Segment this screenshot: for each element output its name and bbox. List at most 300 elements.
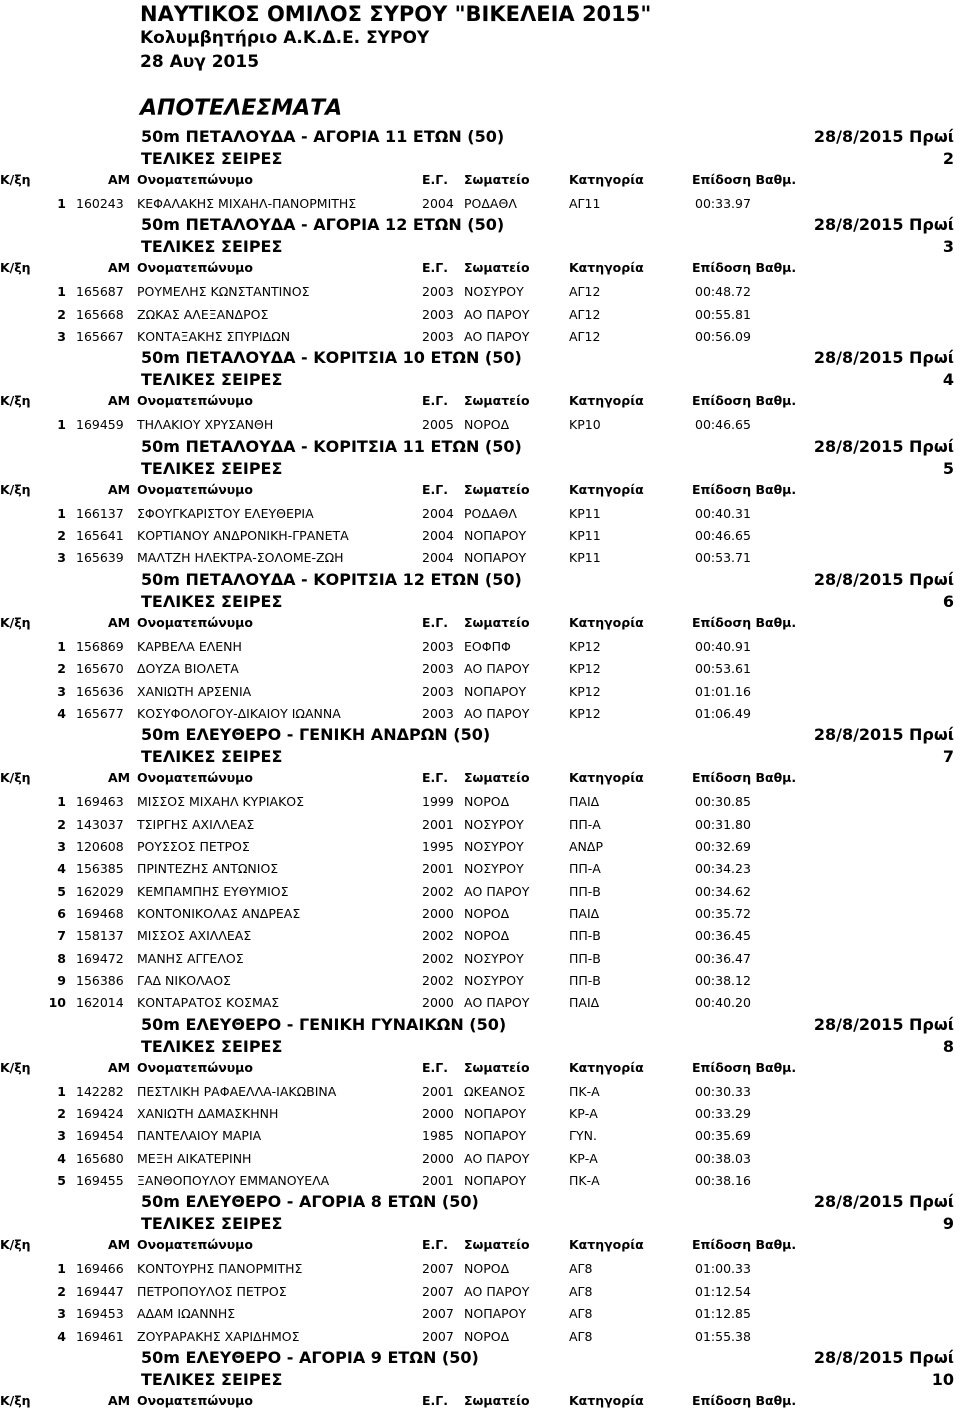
column-header-category: Κατηγορία xyxy=(569,481,644,497)
cell-year: 2003 xyxy=(422,284,454,300)
cell-rank: 1 xyxy=(57,417,66,433)
cell-am: 156386 xyxy=(76,973,124,988)
result-row xyxy=(0,1329,960,1345)
column-header-category: Κατηγορία xyxy=(569,1059,644,1075)
column-header-row xyxy=(0,770,960,786)
cell-rank: 4 xyxy=(57,1328,66,1344)
cell-rank: 2 xyxy=(57,816,66,832)
result-row xyxy=(0,1151,960,1167)
cell-am: 120608 xyxy=(76,838,124,854)
cell-time: 00:35.69 xyxy=(695,1128,751,1144)
event-title: 50m ΕΛΕΥΘΕΡΟ - ΑΓΟΡΙΑ 8 ΕΤΩΝ (50) xyxy=(141,1192,479,1212)
cell-club: ΡΟΔΑΘΛ xyxy=(464,196,517,211)
column-header-category: Κατηγορία xyxy=(569,172,644,187)
column-header-time_points: Επίδοση Βαθμ. xyxy=(692,1059,797,1075)
column-header-year: Ε.Γ. xyxy=(422,770,449,786)
cell-time: 00:31.80 xyxy=(695,816,751,832)
cell-time: 01:55.38 xyxy=(695,1328,751,1344)
cell-year: 2003 xyxy=(422,306,454,322)
heat-label: ΤΕΛΙΚΕΣ ΣΕΙΡΕΣ xyxy=(141,1369,283,1389)
cell-am: 165668 xyxy=(76,306,124,322)
column-header-club: Σωματείο xyxy=(464,260,530,276)
cell-am: 165641 xyxy=(76,528,124,544)
result-row xyxy=(0,284,960,300)
cell-name: ΚΟΝΤΑΞΑΚΗΣ ΣΠΥΡΙΔΩΝ xyxy=(137,329,291,345)
cell-time: 00:55.81 xyxy=(695,306,751,322)
cell-time: 00:46.65 xyxy=(695,528,751,544)
cell-time: 00:40.20 xyxy=(695,995,751,1011)
cell-time: 00:53.71 xyxy=(695,550,751,566)
cell-cat: ΚΡ-Α xyxy=(569,1150,598,1166)
column-header-category: Κατηγορία xyxy=(569,393,644,409)
cell-time: 00:53.61 xyxy=(695,661,751,677)
cell-rank: 3 xyxy=(57,1128,66,1144)
cell-cat: ΑΓ12 xyxy=(569,284,601,300)
column-header-year: Ε.Γ. xyxy=(422,1059,449,1075)
meet-title: ΝΑΥΤΙΚΟΣ ΟΜΙΛΟΣ ΣΥΡΟΥ "ΒΙΚΕΛΕΙΑ 2015" xyxy=(140,2,652,26)
result-row xyxy=(0,1261,960,1277)
cell-cat: ΑΓ12 xyxy=(569,329,601,345)
result-row xyxy=(0,1106,960,1122)
cell-time: 00:56.09 xyxy=(695,329,751,345)
cell-cat: ΠΑΙΔ xyxy=(569,794,600,810)
column-header-name: Ονοματεπώνυμο xyxy=(137,172,253,187)
column-header-am: ΑΜ xyxy=(108,1237,131,1253)
event-title: 50m ΠΕΤΑΛΟΥΔΑ - ΚΟΡΙΤΣΙΑ 10 ΕΤΩΝ (50) xyxy=(141,348,522,368)
cell-club: ΑΟ ΠΑΡΟΥ xyxy=(464,883,530,899)
column-header-am: ΑΜ xyxy=(108,1392,131,1408)
column-header-rank: Κ/ξη xyxy=(0,1059,31,1075)
result-row xyxy=(0,307,960,323)
column-header-time_points: Επίδοση Βαθμ. xyxy=(692,260,797,276)
cell-rank: 3 xyxy=(57,1306,66,1322)
cell-rank: 5 xyxy=(57,1173,66,1189)
cell-cat: ΚΡ10 xyxy=(569,417,601,433)
result-row xyxy=(0,329,960,345)
cell-rank: 2 xyxy=(57,306,66,322)
cell-am: 169472 xyxy=(76,950,124,966)
cell-year: 2004 xyxy=(422,528,454,544)
cell-name: ΜΙΣΣΟΣ ΜΙΧΑΗΛ ΚΥΡΙΑΚΟΣ xyxy=(137,794,305,810)
cell-name: ΤΣΙΡΓΗΣ ΑΧΙΛΛΕΑΣ xyxy=(137,816,255,832)
heat-label: ΤΕΛΙΚΕΣ ΣΕΙΡΕΣ xyxy=(141,370,283,390)
cell-am: 169447 xyxy=(76,1283,124,1299)
cell-club: ΑΟ ΠΑΡΟΥ xyxy=(464,995,530,1011)
cell-am: 156869 xyxy=(76,638,124,654)
cell-rank: 1 xyxy=(57,196,66,211)
cell-year: 2007 xyxy=(422,1261,454,1277)
cell-year: 2001 xyxy=(422,1083,454,1099)
cell-year: 1999 xyxy=(422,794,454,810)
cell-rank: 3 xyxy=(57,550,66,566)
cell-club: ΝΟΡΟΔ xyxy=(464,905,510,921)
cell-time: 01:06.49 xyxy=(695,705,751,721)
result-row xyxy=(0,706,960,722)
cell-name: ΜΑΝΗΣ ΑΓΓΕΛΟΣ xyxy=(137,950,244,966)
column-header-row xyxy=(0,1060,960,1076)
column-header-am: ΑΜ xyxy=(108,614,131,630)
cell-time: 00:33.97 xyxy=(695,196,751,211)
result-row xyxy=(0,1173,960,1189)
cell-club: ΝΟΣΥΡΟΥ xyxy=(464,973,524,988)
cell-rank: 6 xyxy=(57,905,66,921)
event-session: 28/8/2015 Πρωί xyxy=(813,725,954,745)
column-header-am: ΑΜ xyxy=(108,260,131,276)
column-header-am: ΑΜ xyxy=(108,770,131,786)
cell-name: ΞΑΝΘΟΠΟΥΛΟΥ ΕΜΜΑΝΟΥΕΛΑ xyxy=(137,1173,330,1189)
cell-year: 2004 xyxy=(422,550,454,566)
result-row xyxy=(0,861,960,877)
cell-rank: 2 xyxy=(57,1106,66,1122)
column-header-time_points: Επίδοση Βαθμ. xyxy=(692,1237,797,1253)
column-header-club: Σωματείο xyxy=(464,481,530,497)
cell-year: 2001 xyxy=(422,816,454,832)
result-row xyxy=(0,951,960,967)
cell-cat: ΠΚ-Α xyxy=(569,1173,600,1189)
event-session: 28/8/2015 Πρωί xyxy=(813,1014,954,1034)
cell-time: 01:12.85 xyxy=(695,1306,751,1322)
cell-name: ΚΟΝΤΑΡΑΤΟΣ ΚΟΣΜΑΣ xyxy=(137,995,280,1011)
cell-club: ΝΟΠΑΡΟΥ xyxy=(464,1306,527,1322)
event-title: 50m ΠΕΤΑΛΟΥΔΑ - ΚΟΡΙΤΣΙΑ 12 ΕΤΩΝ (50) xyxy=(141,569,522,589)
cell-year: 2005 xyxy=(422,417,454,433)
result-row xyxy=(0,928,960,944)
cell-name: ΚΑΡΒΕΛΑ ΕΛΕΝΗ xyxy=(137,638,242,654)
cell-club: ΝΟΡΟΔ xyxy=(464,1328,510,1344)
cell-time: 00:35.72 xyxy=(695,905,751,921)
event-session: 28/8/2015 Πρωί xyxy=(813,127,954,146)
event-title: 50m ΕΛΕΥΘΕΡΟ - ΑΓΟΡΙΑ 9 ΕΤΩΝ (50) xyxy=(141,1347,479,1367)
cell-am: 169455 xyxy=(76,1173,124,1189)
result-row xyxy=(0,839,960,855)
column-header-row xyxy=(0,1393,960,1409)
heat-label: ΤΕΛΙΚΕΣ ΣΕΙΡΕΣ xyxy=(141,747,283,767)
event-title: 50m ΠΕΤΑΛΟΥΔΑ - ΑΓΟΡΙΑ 12 ΕΤΩΝ (50) xyxy=(141,215,505,235)
cell-am: 156385 xyxy=(76,861,124,877)
cell-am: 165670 xyxy=(76,661,124,677)
column-header-year: Ε.Γ. xyxy=(422,260,449,276)
result-row xyxy=(0,550,960,566)
cell-name: ΚΕΦΑΛΑΚΗΣ ΜΙΧΑΗΛ-ΠΑΝΟΡΜΙΤΗΣ xyxy=(137,196,357,211)
column-header-year: Ε.Γ. xyxy=(422,393,449,409)
column-header-category: Κατηγορία xyxy=(569,1392,644,1408)
cell-am: 169466 xyxy=(76,1261,124,1277)
event-title: 50m ΕΛΕΥΘΕΡΟ - ΓΕΝΙΚΗ ΓΥΝΑΙΚΩΝ (50) xyxy=(141,1014,507,1034)
event-number: 8 xyxy=(942,1036,954,1056)
cell-name: ΧΑΝΙΩΤΗ ΑΡΣΕΝΙΑ xyxy=(137,683,252,699)
heat-label: ΤΕΛΙΚΕΣ ΣΕΙΡΕΣ xyxy=(141,1036,283,1056)
cell-club: ΝΟΣΥΡΟΥ xyxy=(464,950,524,966)
cell-name: ΓΑΔ ΝΙΚΟΛΑΟΣ xyxy=(137,973,231,988)
result-row xyxy=(0,884,960,900)
cell-cat: ΑΓ8 xyxy=(569,1283,593,1299)
heat-label: ΤΕΛΙΚΕΣ ΣΕΙΡΕΣ xyxy=(141,591,283,611)
event-number: 5 xyxy=(942,458,954,478)
cell-name: ΚΟΝΤΟΥΡΗΣ ΠΑΝΟΡΜΙΤΗΣ xyxy=(137,1261,303,1277)
column-header-row xyxy=(0,482,960,498)
cell-cat: ΑΓ12 xyxy=(569,306,601,322)
cell-club: ΑΟ ΠΑΡΟΥ xyxy=(464,705,530,721)
result-row xyxy=(0,817,960,833)
cell-am: 169461 xyxy=(76,1328,124,1344)
column-header-row xyxy=(0,1237,960,1253)
cell-time: 01:01.16 xyxy=(695,683,751,699)
cell-name: ΜΑΛΤΖΗ ΗΛΕΚΤΡΑ-ΣΟΛΟΜΕ-ΖΩΗ xyxy=(137,550,344,566)
cell-am: 166137 xyxy=(76,505,124,521)
column-header-club: Σωματείο xyxy=(464,172,530,187)
cell-rank: 1 xyxy=(57,1261,66,1277)
cell-rank: 2 xyxy=(57,1283,66,1299)
cell-time: 00:30.33 xyxy=(695,1083,751,1099)
cell-am: 165680 xyxy=(76,1150,124,1166)
event-number: 10 xyxy=(931,1369,954,1389)
cell-name: ΚΟΣΥΦΟΛΟΓΟΥ-ΔΙΚΑΙΟΥ ΙΩΑΝΝΑ xyxy=(137,705,341,721)
cell-time: 00:40.91 xyxy=(695,638,751,654)
cell-name: ΚΕΜΠΑΜΠΗΣ ΕΥΘΥΜΙΟΣ xyxy=(137,883,289,899)
cell-name: ΣΦΟΥΓΚΑΡΙΣΤΟΥ ΕΛΕΥΘΕΡΙΑ xyxy=(137,505,314,521)
cell-cat: ΠΠ-Β xyxy=(569,928,601,944)
cell-club: ΕΟΦΠΦ xyxy=(464,638,511,654)
event-title: 50m ΠΕΤΑΛΟΥΔΑ - ΑΓΟΡΙΑ 11 ΕΤΩΝ (50) xyxy=(141,127,505,146)
cell-club: ΝΟΡΟΔ xyxy=(464,794,510,810)
cell-club: ΝΟΡΟΔ xyxy=(464,1261,510,1277)
cell-rank: 4 xyxy=(57,861,66,877)
cell-year: 2004 xyxy=(422,505,454,521)
column-header-name: Ονοματεπώνυμο xyxy=(137,614,253,630)
cell-year: 2003 xyxy=(422,329,454,345)
cell-club: ΝΟΠΑΡΟΥ xyxy=(464,550,527,566)
cell-cat: ΚΡ11 xyxy=(569,505,601,521)
result-row xyxy=(0,1084,960,1100)
venue: Κολυμβητήριο Α.Κ.Δ.Ε. ΣΥΡΟΥ xyxy=(140,28,430,48)
column-header-rank: Κ/ξη xyxy=(0,770,31,786)
cell-year: 2004 xyxy=(422,196,454,211)
column-header-rank: Κ/ξη xyxy=(0,1237,31,1253)
event-session: 28/8/2015 Πρωί xyxy=(813,1347,954,1367)
event-title: 50m ΠΕΤΑΛΟΥΔΑ - ΚΟΡΙΤΣΙΑ 11 ΕΤΩΝ (50) xyxy=(141,436,522,456)
result-row xyxy=(0,906,960,922)
cell-time: 00:33.29 xyxy=(695,1106,751,1122)
column-header-row xyxy=(0,172,960,188)
cell-rank: 1 xyxy=(57,1083,66,1099)
cell-cat: ΠΠ-Β xyxy=(569,973,601,988)
column-header-rank: Κ/ξη xyxy=(0,260,31,276)
event-session: 28/8/2015 Πρωί xyxy=(813,1192,954,1212)
event-session: 28/8/2015 Πρωί xyxy=(813,569,954,589)
cell-rank: 9 xyxy=(57,973,66,988)
cell-cat: ΚΡ12 xyxy=(569,705,601,721)
cell-year: 2002 xyxy=(422,883,454,899)
cell-am: 165667 xyxy=(76,329,124,345)
cell-year: 2007 xyxy=(422,1283,454,1299)
cell-time: 00:32.69 xyxy=(695,838,751,854)
cell-name: ΤΗΛΑΚΙΟΥ ΧΡΥΣΑΝΘΗ xyxy=(137,417,274,433)
column-header-category: Κατηγορία xyxy=(569,260,644,276)
event-session: 28/8/2015 Πρωί xyxy=(813,215,954,235)
cell-rank: 1 xyxy=(57,284,66,300)
cell-time: 01:00.33 xyxy=(695,1261,751,1277)
cell-name: ΡΟΥΜΕΛΗΣ ΚΩΝΣΤΑΝΤΙΝΟΣ xyxy=(137,284,310,300)
cell-am: 165636 xyxy=(76,683,124,699)
cell-club: ΝΟΣΥΡΟΥ xyxy=(464,816,524,832)
cell-rank: 1 xyxy=(57,638,66,654)
column-header-name: Ονοματεπώνυμο xyxy=(137,770,253,786)
cell-am: 169459 xyxy=(76,417,124,433)
column-header-year: Ε.Γ. xyxy=(422,481,449,497)
cell-year: 2002 xyxy=(422,928,454,944)
cell-cat: ΚΡ11 xyxy=(569,550,601,566)
cell-am: 143037 xyxy=(76,816,124,832)
cell-am: 158137 xyxy=(76,928,124,944)
column-header-year: Ε.Γ. xyxy=(422,172,449,187)
column-header-am: ΑΜ xyxy=(108,172,131,187)
cell-time: 00:48.72 xyxy=(695,284,751,300)
column-header-am: ΑΜ xyxy=(108,1059,131,1075)
column-header-club: Σωματείο xyxy=(464,1392,530,1408)
cell-time: 00:38.12 xyxy=(695,973,751,988)
result-row xyxy=(0,1306,960,1322)
cell-time: 00:46.65 xyxy=(695,417,751,433)
result-row xyxy=(0,196,960,212)
result-row xyxy=(0,417,960,433)
cell-name: ΖΩΚΑΣ ΑΛΕΞΑΝΔΡΟΣ xyxy=(137,306,269,322)
cell-am: 169453 xyxy=(76,1306,124,1322)
cell-cat: ΠΚ-Α xyxy=(569,1083,600,1099)
column-header-club: Σωματείο xyxy=(464,770,530,786)
column-header-row xyxy=(0,260,960,276)
cell-name: ΠΕΤΡΟΠΟΥΛΟΣ ΠΕΤΡΟΣ xyxy=(137,1283,287,1299)
result-row xyxy=(0,506,960,522)
column-header-club: Σωματείο xyxy=(464,393,530,409)
cell-club: ΑΟ ΠΑΡΟΥ xyxy=(464,661,530,677)
column-header-rank: Κ/ξη xyxy=(0,481,31,497)
cell-am: 160243 xyxy=(76,196,124,211)
cell-year: 2000 xyxy=(422,1106,454,1122)
cell-name: ΠΡΙΝΤΕΖΗΣ ΑΝΤΩΝΙΟΣ xyxy=(137,861,279,877)
cell-year: 2000 xyxy=(422,905,454,921)
event-number: 7 xyxy=(942,747,954,767)
cell-cat: ΑΓ8 xyxy=(569,1328,593,1344)
column-header-club: Σωματείο xyxy=(464,614,530,630)
cell-cat: ΚΡ12 xyxy=(569,683,601,699)
result-row xyxy=(0,1128,960,1144)
cell-club: ΑΟ ΠΑΡΟΥ xyxy=(464,1150,530,1166)
cell-time: 00:36.47 xyxy=(695,950,751,966)
cell-rank: 2 xyxy=(57,528,66,544)
result-row xyxy=(0,528,960,544)
cell-am: 169468 xyxy=(76,905,124,921)
event-number: 4 xyxy=(942,370,954,390)
column-header-row xyxy=(0,615,960,631)
column-header-name: Ονοματεπώνυμο xyxy=(137,481,253,497)
column-header-rank: Κ/ξη xyxy=(0,172,31,187)
cell-rank: 2 xyxy=(57,661,66,677)
column-header-club: Σωματείο xyxy=(464,1237,530,1253)
column-header-rank: Κ/ξη xyxy=(0,393,31,409)
column-header-row xyxy=(0,393,960,409)
cell-club: ΝΟΠΑΡΟΥ xyxy=(464,1128,527,1144)
column-header-name: Ονοματεπώνυμο xyxy=(137,393,253,409)
cell-cat: ΚΡ12 xyxy=(569,638,601,654)
cell-year: 2003 xyxy=(422,661,454,677)
cell-club: ΝΟΣΥΡΟΥ xyxy=(464,838,524,854)
cell-rank: 1 xyxy=(57,794,66,810)
column-header-time_points: Επίδοση Βαθμ. xyxy=(692,770,797,786)
cell-name: ΠΑΝΤΕΛΑΙΟΥ ΜΑΡΙΑ xyxy=(137,1128,262,1144)
result-row xyxy=(0,995,960,1011)
cell-year: 2007 xyxy=(422,1328,454,1344)
cell-year: 2002 xyxy=(422,973,454,988)
cell-club: ΑΟ ΠΑΡΟΥ xyxy=(464,1283,530,1299)
cell-rank: 4 xyxy=(57,705,66,721)
heat-label: ΤΕΛΙΚΕΣ ΣΕΙΡΕΣ xyxy=(141,458,283,478)
column-header-category: Κατηγορία xyxy=(569,614,644,630)
cell-cat: ΑΝΔΡ xyxy=(569,838,603,854)
cell-name: ΑΔΑΜ ΙΩΑΝΝΗΣ xyxy=(137,1306,236,1322)
cell-rank: 5 xyxy=(57,883,66,899)
column-header-year: Ε.Γ. xyxy=(422,1237,449,1253)
event-title: 50m ΕΛΕΥΘΕΡΟ - ΓΕΝΙΚΗ ΑΝΔΡΩΝ (50) xyxy=(141,725,491,745)
cell-cat: ΠΑΙΔ xyxy=(569,905,600,921)
cell-cat: ΠΠ-Β xyxy=(569,883,601,899)
cell-cat: ΑΓ8 xyxy=(569,1261,593,1277)
column-header-rank: Κ/ξη xyxy=(0,614,31,630)
cell-rank: 3 xyxy=(57,329,66,345)
cell-am: 165677 xyxy=(76,705,124,721)
cell-cat: ΚΡ-Α xyxy=(569,1106,598,1122)
results-heading: ΑΠΟΤΕΛΕΣΜΑΤΑ xyxy=(140,96,343,121)
event-number: 6 xyxy=(942,591,954,611)
column-header-year: Ε.Γ. xyxy=(422,1392,449,1408)
column-header-am: ΑΜ xyxy=(108,393,131,409)
cell-year: 2007 xyxy=(422,1306,454,1322)
cell-am: 169454 xyxy=(76,1128,124,1144)
column-header-category: Κατηγορία xyxy=(569,770,644,786)
result-row xyxy=(0,794,960,810)
cell-cat: ΓΥΝ. xyxy=(569,1128,597,1144)
result-row xyxy=(0,684,960,700)
cell-club: ΝΟΠΑΡΟΥ xyxy=(464,528,527,544)
cell-rank: 7 xyxy=(57,928,66,944)
cell-am: 142282 xyxy=(76,1083,124,1099)
cell-club: ΝΟΣΥΡΟΥ xyxy=(464,861,524,877)
cell-time: 00:34.62 xyxy=(695,883,751,899)
result-row xyxy=(0,639,960,655)
cell-rank: 4 xyxy=(57,1150,66,1166)
cell-year: 2001 xyxy=(422,1173,454,1189)
column-header-name: Ονοματεπώνυμο xyxy=(137,1059,253,1075)
column-header-name: Ονοματεπώνυμο xyxy=(137,1392,253,1408)
column-header-time_points: Επίδοση Βαθμ. xyxy=(692,614,797,630)
cell-am: 162014 xyxy=(76,995,124,1011)
heat-label: ΤΕΛΙΚΕΣ ΣΕΙΡΕΣ xyxy=(141,1214,283,1234)
cell-club: ΝΟΣΥΡΟΥ xyxy=(464,284,524,300)
cell-year: 2003 xyxy=(422,705,454,721)
event-number: 3 xyxy=(942,237,954,257)
result-row xyxy=(0,661,960,677)
column-header-category: Κατηγορία xyxy=(569,1237,644,1253)
cell-name: ΔΟΥΖΑ ΒΙΟΛΕΤΑ xyxy=(137,661,239,677)
cell-rank: 1 xyxy=(57,505,66,521)
event-number: 2 xyxy=(942,149,954,168)
event-session: 28/8/2015 Πρωί xyxy=(813,436,954,456)
meet-date: 28 Αυγ 2015 xyxy=(140,52,260,72)
cell-time: 00:34.23 xyxy=(695,861,751,877)
column-header-name: Ονοματεπώνυμο xyxy=(137,260,253,276)
cell-name: ΧΑΝΙΩΤΗ ΔΑΜΑΣΚΗΝΗ xyxy=(137,1106,279,1122)
cell-cat: ΠΑΙΔ xyxy=(569,995,600,1011)
cell-rank: 3 xyxy=(57,683,66,699)
